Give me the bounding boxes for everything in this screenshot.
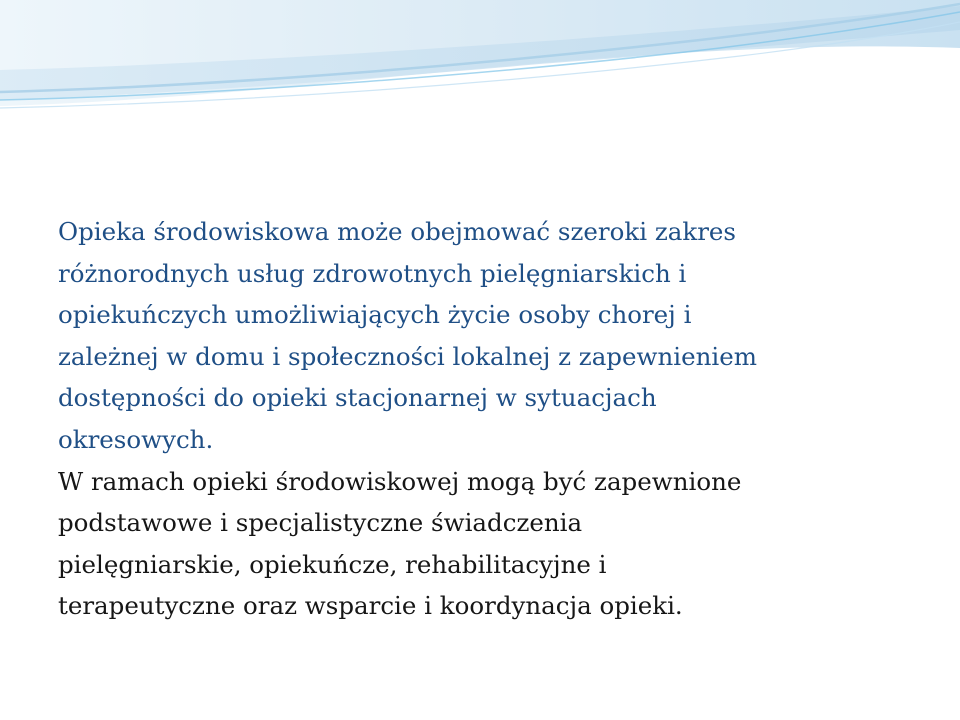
paragraph-home-care-services — [58, 461, 918, 627]
text-line: Opieka środowiskowa może obejmować szeroki zakres — [58, 217, 736, 246]
header-wave-decoration — [0, 0, 960, 140]
text-line: dostępności do opieki stacjonarnej w sytuacjach — [58, 383, 657, 413]
text-line: okresowych. — [58, 424, 214, 454]
text-line: różnorodnych usług zdrowotnych pielęgniarskich i — [58, 258, 687, 288]
text-line: terapeutyczne oraz wsparcie i koordynacja opieki. — [58, 591, 683, 621]
text-line: pielęgniarskie, opiekuńcze, rehabilitacyjne i — [58, 549, 607, 579]
text-line: podstawowe i specjalistyczne świadczenia — [58, 508, 583, 538]
text-line: opiekuńczych umożliwiających życie osoby chorej i — [58, 300, 692, 330]
slide-body-text — [58, 211, 918, 627]
text-line: zależnej w domu i społeczności lokalnej z zapewnieniem — [58, 341, 757, 371]
text-line: W ramach opieki środowiskowej mogą być zapewnione — [58, 466, 742, 496]
paragraph-home-care-definition — [58, 211, 918, 461]
